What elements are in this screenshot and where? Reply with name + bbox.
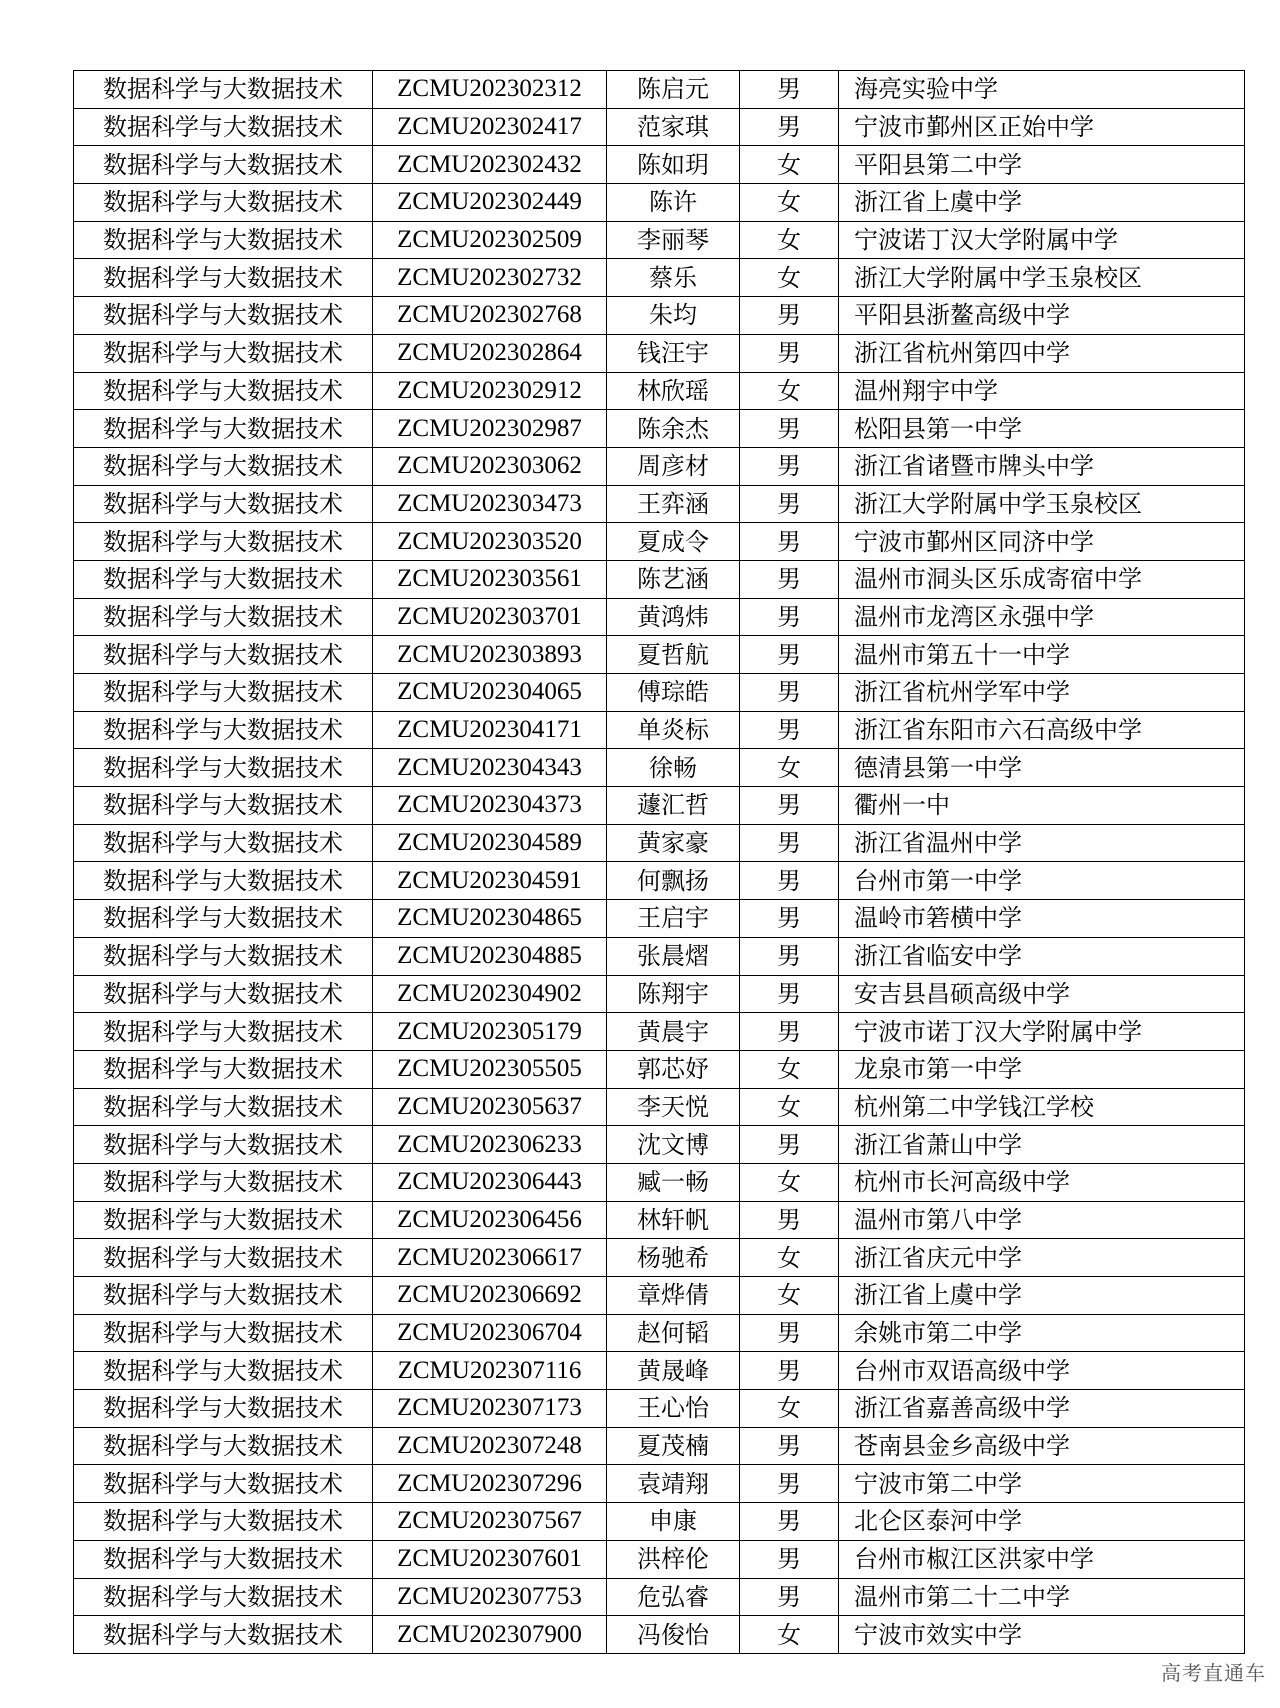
gender-cell: 女 xyxy=(740,749,839,787)
gender-cell: 男 xyxy=(740,447,839,485)
table-row xyxy=(74,862,1245,900)
school-cell: 浙江省温州中学 xyxy=(839,824,1245,862)
student-id-cell: ZCMU202303520 xyxy=(373,523,607,561)
school-cell: 苍南县金乡高级中学 xyxy=(839,1427,1245,1465)
student-id-cell: ZCMU202306617 xyxy=(373,1239,607,1277)
major-cell: 数据科学与大数据技术 xyxy=(74,749,373,787)
student-name-cell: 徐畅 xyxy=(607,749,740,787)
gender-cell: 女 xyxy=(740,1239,839,1277)
table-row xyxy=(74,1616,1245,1654)
school-cell: 台州市第一中学 xyxy=(839,862,1245,900)
table-row xyxy=(74,221,1245,259)
student-id-cell: ZCMU202304373 xyxy=(373,787,607,825)
major-cell: 数据科学与大数据技术 xyxy=(74,372,373,410)
student-id-cell: ZCMU202307900 xyxy=(373,1616,607,1654)
school-cell: 宁波市鄞州区正始中学 xyxy=(839,108,1245,146)
student-id-cell: ZCMU202304902 xyxy=(373,975,607,1013)
table-row xyxy=(74,1578,1245,1616)
student-name-cell: 王弈涵 xyxy=(607,485,740,523)
student-id-cell: ZCMU202307173 xyxy=(373,1390,607,1428)
student-id-cell: ZCMU202303473 xyxy=(373,485,607,523)
student-name-cell: 袁靖翔 xyxy=(607,1465,740,1503)
watermark: 高考直通车 xyxy=(1161,1661,1266,1685)
student-name-cell: 王心怡 xyxy=(607,1390,740,1428)
gender-cell: 男 xyxy=(740,108,839,146)
major-cell: 数据科学与大数据技术 xyxy=(74,1390,373,1428)
school-cell: 海亮实验中学 xyxy=(839,71,1245,109)
student-name-cell: 陈翔宇 xyxy=(607,975,740,1013)
table-row xyxy=(74,975,1245,1013)
student-id-cell: ZCMU202302417 xyxy=(373,108,607,146)
student-name-cell: 林欣瑶 xyxy=(607,372,740,410)
student-name-cell: 黄晨宇 xyxy=(607,1013,740,1051)
major-cell: 数据科学与大数据技术 xyxy=(74,1239,373,1277)
table-row xyxy=(74,1126,1245,1164)
major-cell: 数据科学与大数据技术 xyxy=(74,1126,373,1164)
table-row xyxy=(74,485,1245,523)
student-name-cell: 夏成令 xyxy=(607,523,740,561)
table-row xyxy=(74,674,1245,712)
student-name-cell: 傅琮皓 xyxy=(607,674,740,712)
student-id-cell: ZCMU202302864 xyxy=(373,334,607,372)
student-name-cell: 蘧汇哲 xyxy=(607,787,740,825)
major-cell: 数据科学与大数据技术 xyxy=(74,900,373,938)
gender-cell: 女 xyxy=(740,221,839,259)
school-cell: 北仑区泰河中学 xyxy=(839,1503,1245,1541)
student-id-cell: ZCMU202304171 xyxy=(373,711,607,749)
gender-cell: 男 xyxy=(740,1427,839,1465)
student-id-cell: ZCMU202302987 xyxy=(373,410,607,448)
student-id-cell: ZCMU202302768 xyxy=(373,297,607,335)
major-cell: 数据科学与大数据技术 xyxy=(74,184,373,222)
gender-cell: 男 xyxy=(740,1126,839,1164)
student-name-cell: 黄家豪 xyxy=(607,824,740,862)
student-id-cell: ZCMU202304343 xyxy=(373,749,607,787)
student-name-cell: 沈文博 xyxy=(607,1126,740,1164)
table-row xyxy=(74,334,1245,372)
major-cell: 数据科学与大数据技术 xyxy=(74,1013,373,1051)
student-name-cell: 张晨熠 xyxy=(607,937,740,975)
gender-cell: 男 xyxy=(740,1503,839,1541)
gender-cell: 男 xyxy=(740,410,839,448)
student-id-cell: ZCMU202307567 xyxy=(373,1503,607,1541)
school-cell: 宁波市诺丁汉大学附属中学 xyxy=(839,1013,1245,1051)
student-id-cell: ZCMU202304591 xyxy=(373,862,607,900)
major-cell: 数据科学与大数据技术 xyxy=(74,71,373,109)
table-row xyxy=(74,259,1245,297)
student-id-cell: ZCMU202307116 xyxy=(373,1352,607,1390)
roster-table-body xyxy=(74,71,1245,1654)
gender-cell: 男 xyxy=(740,1013,839,1051)
table-row xyxy=(74,787,1245,825)
gender-cell: 女 xyxy=(740,1163,839,1201)
student-id-cell: ZCMU202307296 xyxy=(373,1465,607,1503)
major-cell: 数据科学与大数据技术 xyxy=(74,259,373,297)
gender-cell: 男 xyxy=(740,1314,839,1352)
student-name-cell: 周彦材 xyxy=(607,447,740,485)
student-name-cell: 黄晟峰 xyxy=(607,1352,740,1390)
gender-cell: 男 xyxy=(740,636,839,674)
student-id-cell: ZCMU202303062 xyxy=(373,447,607,485)
school-cell: 温州市第八中学 xyxy=(839,1201,1245,1239)
student-name-cell: 夏哲航 xyxy=(607,636,740,674)
table-row xyxy=(74,71,1245,109)
table-row xyxy=(74,1013,1245,1051)
table-row xyxy=(74,749,1245,787)
student-id-cell: ZCMU202306443 xyxy=(373,1163,607,1201)
student-id-cell: ZCMU202302732 xyxy=(373,259,607,297)
table-row xyxy=(74,1503,1245,1541)
table-row xyxy=(74,1277,1245,1315)
table-row xyxy=(74,1314,1245,1352)
gender-cell: 男 xyxy=(740,1201,839,1239)
school-cell: 浙江省杭州学军中学 xyxy=(839,674,1245,712)
gender-cell: 女 xyxy=(740,1616,839,1654)
student-id-cell: ZCMU202304885 xyxy=(373,937,607,975)
school-cell: 浙江省临安中学 xyxy=(839,937,1245,975)
school-cell: 温州市第五十一中学 xyxy=(839,636,1245,674)
gender-cell: 男 xyxy=(740,334,839,372)
student-id-cell: ZCMU202302912 xyxy=(373,372,607,410)
gender-cell: 男 xyxy=(740,711,839,749)
gender-cell: 男 xyxy=(740,1465,839,1503)
school-cell: 平阳县浙鳌高级中学 xyxy=(839,297,1245,335)
school-cell: 龙泉市第一中学 xyxy=(839,1050,1245,1088)
student-name-cell: 危弘睿 xyxy=(607,1578,740,1616)
major-cell: 数据科学与大数据技术 xyxy=(74,1540,373,1578)
gender-cell: 女 xyxy=(740,184,839,222)
table-row xyxy=(74,1050,1245,1088)
gender-cell: 男 xyxy=(740,598,839,636)
student-id-cell: ZCMU202304589 xyxy=(373,824,607,862)
major-cell: 数据科学与大数据技术 xyxy=(74,334,373,372)
student-name-cell: 陈许 xyxy=(607,184,740,222)
table-row xyxy=(74,447,1245,485)
gender-cell: 男 xyxy=(740,71,839,109)
major-cell: 数据科学与大数据技术 xyxy=(74,1352,373,1390)
table-row xyxy=(74,1239,1245,1277)
school-cell: 台州市椒江区洪家中学 xyxy=(839,1540,1245,1578)
school-cell: 杭州市长河高级中学 xyxy=(839,1163,1245,1201)
school-cell: 宁波市鄞州区同济中学 xyxy=(839,523,1245,561)
major-cell: 数据科学与大数据技术 xyxy=(74,1201,373,1239)
student-id-cell: ZCMU202302509 xyxy=(373,221,607,259)
student-name-cell: 李天悦 xyxy=(607,1088,740,1126)
school-cell: 杭州第二中学钱江学校 xyxy=(839,1088,1245,1126)
student-name-cell: 何飘扬 xyxy=(607,862,740,900)
student-id-cell: ZCMU202302312 xyxy=(373,71,607,109)
student-id-cell: ZCMU202306692 xyxy=(373,1277,607,1315)
table-row xyxy=(74,636,1245,674)
school-cell: 宁波市效实中学 xyxy=(839,1616,1245,1654)
student-name-cell: 林轩帆 xyxy=(607,1201,740,1239)
major-cell: 数据科学与大数据技术 xyxy=(74,1427,373,1465)
major-cell: 数据科学与大数据技术 xyxy=(74,674,373,712)
student-id-cell: ZCMU202306456 xyxy=(373,1201,607,1239)
student-name-cell: 范家琪 xyxy=(607,108,740,146)
gender-cell: 男 xyxy=(740,900,839,938)
table-row xyxy=(74,1163,1245,1201)
table-row xyxy=(74,523,1245,561)
table-row xyxy=(74,184,1245,222)
gender-cell: 男 xyxy=(740,560,839,598)
table-row xyxy=(74,560,1245,598)
student-id-cell: ZCMU202303561 xyxy=(373,560,607,598)
student-id-cell: ZCMU202307248 xyxy=(373,1427,607,1465)
major-cell: 数据科学与大数据技术 xyxy=(74,862,373,900)
student-id-cell: ZCMU202306233 xyxy=(373,1126,607,1164)
table-row xyxy=(74,1390,1245,1428)
school-cell: 衢州一中 xyxy=(839,787,1245,825)
table-row xyxy=(74,900,1245,938)
table-row xyxy=(74,937,1245,975)
student-id-cell: ZCMU202304865 xyxy=(373,900,607,938)
table-row xyxy=(74,410,1245,448)
student-name-cell: 洪梓伦 xyxy=(607,1540,740,1578)
major-cell: 数据科学与大数据技术 xyxy=(74,108,373,146)
student-name-cell: 蔡乐 xyxy=(607,259,740,297)
gender-cell: 男 xyxy=(740,937,839,975)
student-id-cell: ZCMU202307601 xyxy=(373,1540,607,1578)
student-name-cell: 臧一畅 xyxy=(607,1163,740,1201)
major-cell: 数据科学与大数据技术 xyxy=(74,1314,373,1352)
school-cell: 平阳县第二中学 xyxy=(839,146,1245,184)
table-row xyxy=(74,1201,1245,1239)
student-name-cell: 朱均 xyxy=(607,297,740,335)
school-cell: 安吉县昌硕高级中学 xyxy=(839,975,1245,1013)
student-id-cell: ZCMU202302432 xyxy=(373,146,607,184)
major-cell: 数据科学与大数据技术 xyxy=(74,221,373,259)
gender-cell: 女 xyxy=(740,146,839,184)
student-name-cell: 章烨倩 xyxy=(607,1277,740,1315)
student-name-cell: 申康 xyxy=(607,1503,740,1541)
major-cell: 数据科学与大数据技术 xyxy=(74,1050,373,1088)
gender-cell: 男 xyxy=(740,975,839,1013)
school-cell: 温州市第二十二中学 xyxy=(839,1578,1245,1616)
student-id-cell: ZCMU202306704 xyxy=(373,1314,607,1352)
student-id-cell: ZCMU202305637 xyxy=(373,1088,607,1126)
student-name-cell: 陈余杰 xyxy=(607,410,740,448)
student-name-cell: 赵何韬 xyxy=(607,1314,740,1352)
student-name-cell: 李丽琴 xyxy=(607,221,740,259)
student-name-cell: 单炎标 xyxy=(607,711,740,749)
school-cell: 余姚市第二中学 xyxy=(839,1314,1245,1352)
student-id-cell: ZCMU202305505 xyxy=(373,1050,607,1088)
major-cell: 数据科学与大数据技术 xyxy=(74,410,373,448)
student-id-cell: ZCMU202303701 xyxy=(373,598,607,636)
student-id-cell: ZCMU202304065 xyxy=(373,674,607,712)
admission-roster-table xyxy=(73,70,1245,1654)
gender-cell: 女 xyxy=(740,372,839,410)
student-name-cell: 黄鸿炜 xyxy=(607,598,740,636)
school-cell: 浙江省上虞中学 xyxy=(839,1277,1245,1315)
student-name-cell: 陈艺涵 xyxy=(607,560,740,598)
gender-cell: 男 xyxy=(740,1540,839,1578)
gender-cell: 男 xyxy=(740,523,839,561)
student-name-cell: 钱汪宇 xyxy=(607,334,740,372)
major-cell: 数据科学与大数据技术 xyxy=(74,1163,373,1201)
table-row xyxy=(74,1352,1245,1390)
gender-cell: 男 xyxy=(740,1352,839,1390)
school-cell: 温州市龙湾区永强中学 xyxy=(839,598,1245,636)
major-cell: 数据科学与大数据技术 xyxy=(74,636,373,674)
table-row xyxy=(74,108,1245,146)
school-cell: 松阳县第一中学 xyxy=(839,410,1245,448)
major-cell: 数据科学与大数据技术 xyxy=(74,146,373,184)
gender-cell: 男 xyxy=(740,297,839,335)
table-row xyxy=(74,711,1245,749)
table-row xyxy=(74,1540,1245,1578)
major-cell: 数据科学与大数据技术 xyxy=(74,711,373,749)
major-cell: 数据科学与大数据技术 xyxy=(74,1616,373,1654)
table-row xyxy=(74,1465,1245,1503)
major-cell: 数据科学与大数据技术 xyxy=(74,523,373,561)
table-row xyxy=(74,146,1245,184)
student-name-cell: 郭芯妤 xyxy=(607,1050,740,1088)
table-row xyxy=(74,1427,1245,1465)
school-cell: 浙江省萧山中学 xyxy=(839,1126,1245,1164)
student-name-cell: 夏茂楠 xyxy=(607,1427,740,1465)
major-cell: 数据科学与大数据技术 xyxy=(74,937,373,975)
table-row xyxy=(74,372,1245,410)
gender-cell: 男 xyxy=(740,485,839,523)
major-cell: 数据科学与大数据技术 xyxy=(74,598,373,636)
gender-cell: 女 xyxy=(740,1277,839,1315)
student-name-cell: 陈启元 xyxy=(607,71,740,109)
major-cell: 数据科学与大数据技术 xyxy=(74,297,373,335)
school-cell: 浙江省东阳市六石高级中学 xyxy=(839,711,1245,749)
major-cell: 数据科学与大数据技术 xyxy=(74,824,373,862)
major-cell: 数据科学与大数据技术 xyxy=(74,1277,373,1315)
school-cell: 德清县第一中学 xyxy=(839,749,1245,787)
school-cell: 浙江大学附属中学玉泉校区 xyxy=(839,259,1245,297)
table-row xyxy=(74,297,1245,335)
school-cell: 台州市双语高级中学 xyxy=(839,1352,1245,1390)
major-cell: 数据科学与大数据技术 xyxy=(74,1088,373,1126)
school-cell: 浙江省庆元中学 xyxy=(839,1239,1245,1277)
gender-cell: 女 xyxy=(740,1050,839,1088)
major-cell: 数据科学与大数据技术 xyxy=(74,1503,373,1541)
student-name-cell: 王启宇 xyxy=(607,900,740,938)
major-cell: 数据科学与大数据技术 xyxy=(74,787,373,825)
student-id-cell: ZCMU202305179 xyxy=(373,1013,607,1051)
gender-cell: 男 xyxy=(740,787,839,825)
table-row xyxy=(74,1088,1245,1126)
table-row xyxy=(74,824,1245,862)
school-cell: 宁波市第二中学 xyxy=(839,1465,1245,1503)
student-id-cell: ZCMU202307753 xyxy=(373,1578,607,1616)
gender-cell: 男 xyxy=(740,1578,839,1616)
gender-cell: 男 xyxy=(740,674,839,712)
gender-cell: 女 xyxy=(740,1088,839,1126)
gender-cell: 女 xyxy=(740,259,839,297)
school-cell: 温州市洞头区乐成寄宿中学 xyxy=(839,560,1245,598)
table-row xyxy=(74,598,1245,636)
major-cell: 数据科学与大数据技术 xyxy=(74,447,373,485)
student-name-cell: 陈如玥 xyxy=(607,146,740,184)
gender-cell: 女 xyxy=(740,1390,839,1428)
gender-cell: 男 xyxy=(740,824,839,862)
major-cell: 数据科学与大数据技术 xyxy=(74,975,373,1013)
school-cell: 浙江省上虞中学 xyxy=(839,184,1245,222)
major-cell: 数据科学与大数据技术 xyxy=(74,1578,373,1616)
student-id-cell: ZCMU202303893 xyxy=(373,636,607,674)
student-name-cell: 冯俊怡 xyxy=(607,1616,740,1654)
student-name-cell: 杨驰希 xyxy=(607,1239,740,1277)
gender-cell: 男 xyxy=(740,862,839,900)
major-cell: 数据科学与大数据技术 xyxy=(74,485,373,523)
school-cell: 温岭市箬横中学 xyxy=(839,900,1245,938)
school-cell: 浙江省嘉善高级中学 xyxy=(839,1390,1245,1428)
school-cell: 浙江省诸暨市牌头中学 xyxy=(839,447,1245,485)
student-id-cell: ZCMU202302449 xyxy=(373,184,607,222)
school-cell: 浙江大学附属中学玉泉校区 xyxy=(839,485,1245,523)
major-cell: 数据科学与大数据技术 xyxy=(74,1465,373,1503)
school-cell: 温州翔宇中学 xyxy=(839,372,1245,410)
school-cell: 宁波诺丁汉大学附属中学 xyxy=(839,221,1245,259)
major-cell: 数据科学与大数据技术 xyxy=(74,560,373,598)
school-cell: 浙江省杭州第四中学 xyxy=(839,334,1245,372)
